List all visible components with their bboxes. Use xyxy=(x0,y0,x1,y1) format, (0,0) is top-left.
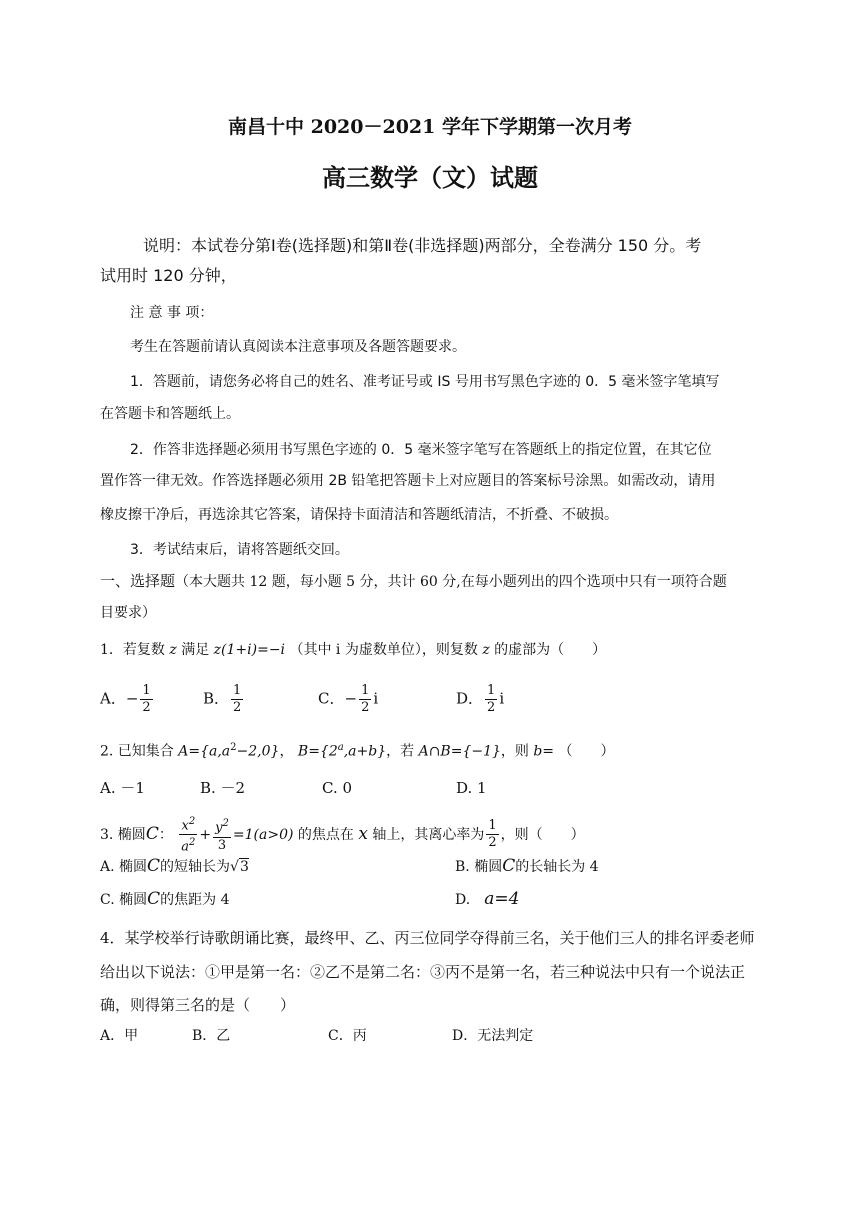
notice-item-2-line-1: 2．作答非选择题必须用书写黑色字迹的 0．5 毫米签字笔写在答题纸上的指定位置，在其它位 xyxy=(130,442,712,458)
question-4-line-2: 给出以下说法：①甲是第一名：②乙不是第二名：③丙不是第一名，若三种说法中只有一个说法正 xyxy=(100,963,746,981)
q2-option-a: A. －1 xyxy=(100,779,145,797)
exam-subtitle: 高三数学（文）试题 xyxy=(322,163,538,192)
question-3: 3. 椭圆C： $\frac{x^2}{a^2}$ + $\frac{y^2}{3}$ =1(a>0) 的焦点在 x 轴上，其离心率为 $\frac{1}{2}$ ，则（ ） xyxy=(100,816,585,855)
question-2: 2. 已知集合 $A=\{a,a^2-2,0\}$， $B=\{2^a,a+b\}$，若 A∩B={−1}，则 b= （ ） xyxy=(100,742,615,760)
fraction: $\frac{1}{2}$ xyxy=(233,683,242,715)
section-heading: 一、选择题 xyxy=(100,572,176,590)
fraction: $\frac{x^2}{a^2}$ xyxy=(181,816,196,855)
notice-item-1-line-1: 1．答题前，请您务必将自己的姓名、准考证号或 IS 号用书写黑色字迹的 0．5 毫米签字笔填写 xyxy=(130,374,720,390)
section-heading-line xyxy=(100,571,760,592)
notice-heading: 注 意 事 项： xyxy=(130,305,214,321)
q1-option-b: B． $\frac{1}{2}$ xyxy=(203,683,242,715)
q3-option-d: D. a=4 xyxy=(455,889,520,909)
question-1: 1．若复数 z 满足 z(1+i)=−i （其中 i 为虚数单位），则复数 z 的虚部为（ ） xyxy=(100,642,607,658)
question-4-line-1: 4．某学校举行诗歌朗诵比赛，最终甲、乙、丙三位同学夺得前三名，关于他们三人的排名评委老师 xyxy=(100,929,755,947)
notice-intro: 考生在答题前请认真阅读本注意事项及各题答题要求。 xyxy=(130,339,466,355)
q4-option-b: B．乙 xyxy=(192,1028,231,1044)
section-description: （本大题共 12 题，每小题 5 分，共计 60 分,在每小题列出的四个选项中只有一项符合题 xyxy=(175,574,727,590)
notice-item-1-line-2: 在答题卡和答题纸上。 xyxy=(100,406,240,422)
q2-option-c: C. 0 xyxy=(322,779,353,797)
q4-option-a: A．甲 xyxy=(100,1028,139,1044)
fraction: $\frac{1}{2}$ xyxy=(488,818,497,851)
fraction: $\frac{1}{2}$ xyxy=(361,683,370,715)
instructions-line-1: 说明：本试卷分第Ⅰ卷(选择题)和第Ⅱ卷(非选择题)两部分，全卷满分 150 分。考 xyxy=(143,236,702,255)
q4-option-c: C．丙 xyxy=(328,1028,367,1044)
fraction: $\frac{1}{2}$ xyxy=(142,683,151,715)
fraction: $\frac{1}{2}$ xyxy=(487,683,496,715)
q1-option-d: D． $\frac{1}{2}$ i xyxy=(456,683,505,715)
notice-item-3: 3．考试结束后，请将答题纸交回。 xyxy=(130,542,349,558)
q1-option-a: A．− $\frac{1}{2}$ xyxy=(100,683,151,715)
q3-option-b: B. 椭圆C的长轴长为 4 xyxy=(455,856,599,876)
question-4-line-3: 确，则得第三名的是（ ） xyxy=(100,996,296,1014)
q3-option-c: C. 椭圆C的焦距为 4 xyxy=(100,889,230,909)
q1-option-c: C．− $\frac{1}{2}$ i xyxy=(318,683,379,715)
q3-option-a: A. 椭圆C的短轴长为√3 xyxy=(100,856,249,876)
q2-option-b: B. －2 xyxy=(200,779,246,797)
section-description-line-2: 目要求） xyxy=(100,605,156,621)
fraction: $\frac{y^2}{3}$ xyxy=(215,818,229,853)
exam-title: 南昌十中 2020－2021 学年下学期第一次月考 xyxy=(228,116,632,138)
notice-item-2-line-3: 橡皮擦干净后，再选涂其它答案，请保持卡面清洁和答题纸清洁，不折叠、不破损。 xyxy=(100,507,618,523)
q2-option-d: D. 1 xyxy=(456,779,487,797)
q4-option-d: D．无法判定 xyxy=(452,1028,534,1044)
instructions-line-2: 试用时 120 分钟， xyxy=(100,266,237,285)
notice-item-2-line-2: 置作答一律无效。作答选择题必须用 2B 铅笔把答题卡上对应题目的答案标号涂黑。如需改动，请用 xyxy=(100,473,716,489)
